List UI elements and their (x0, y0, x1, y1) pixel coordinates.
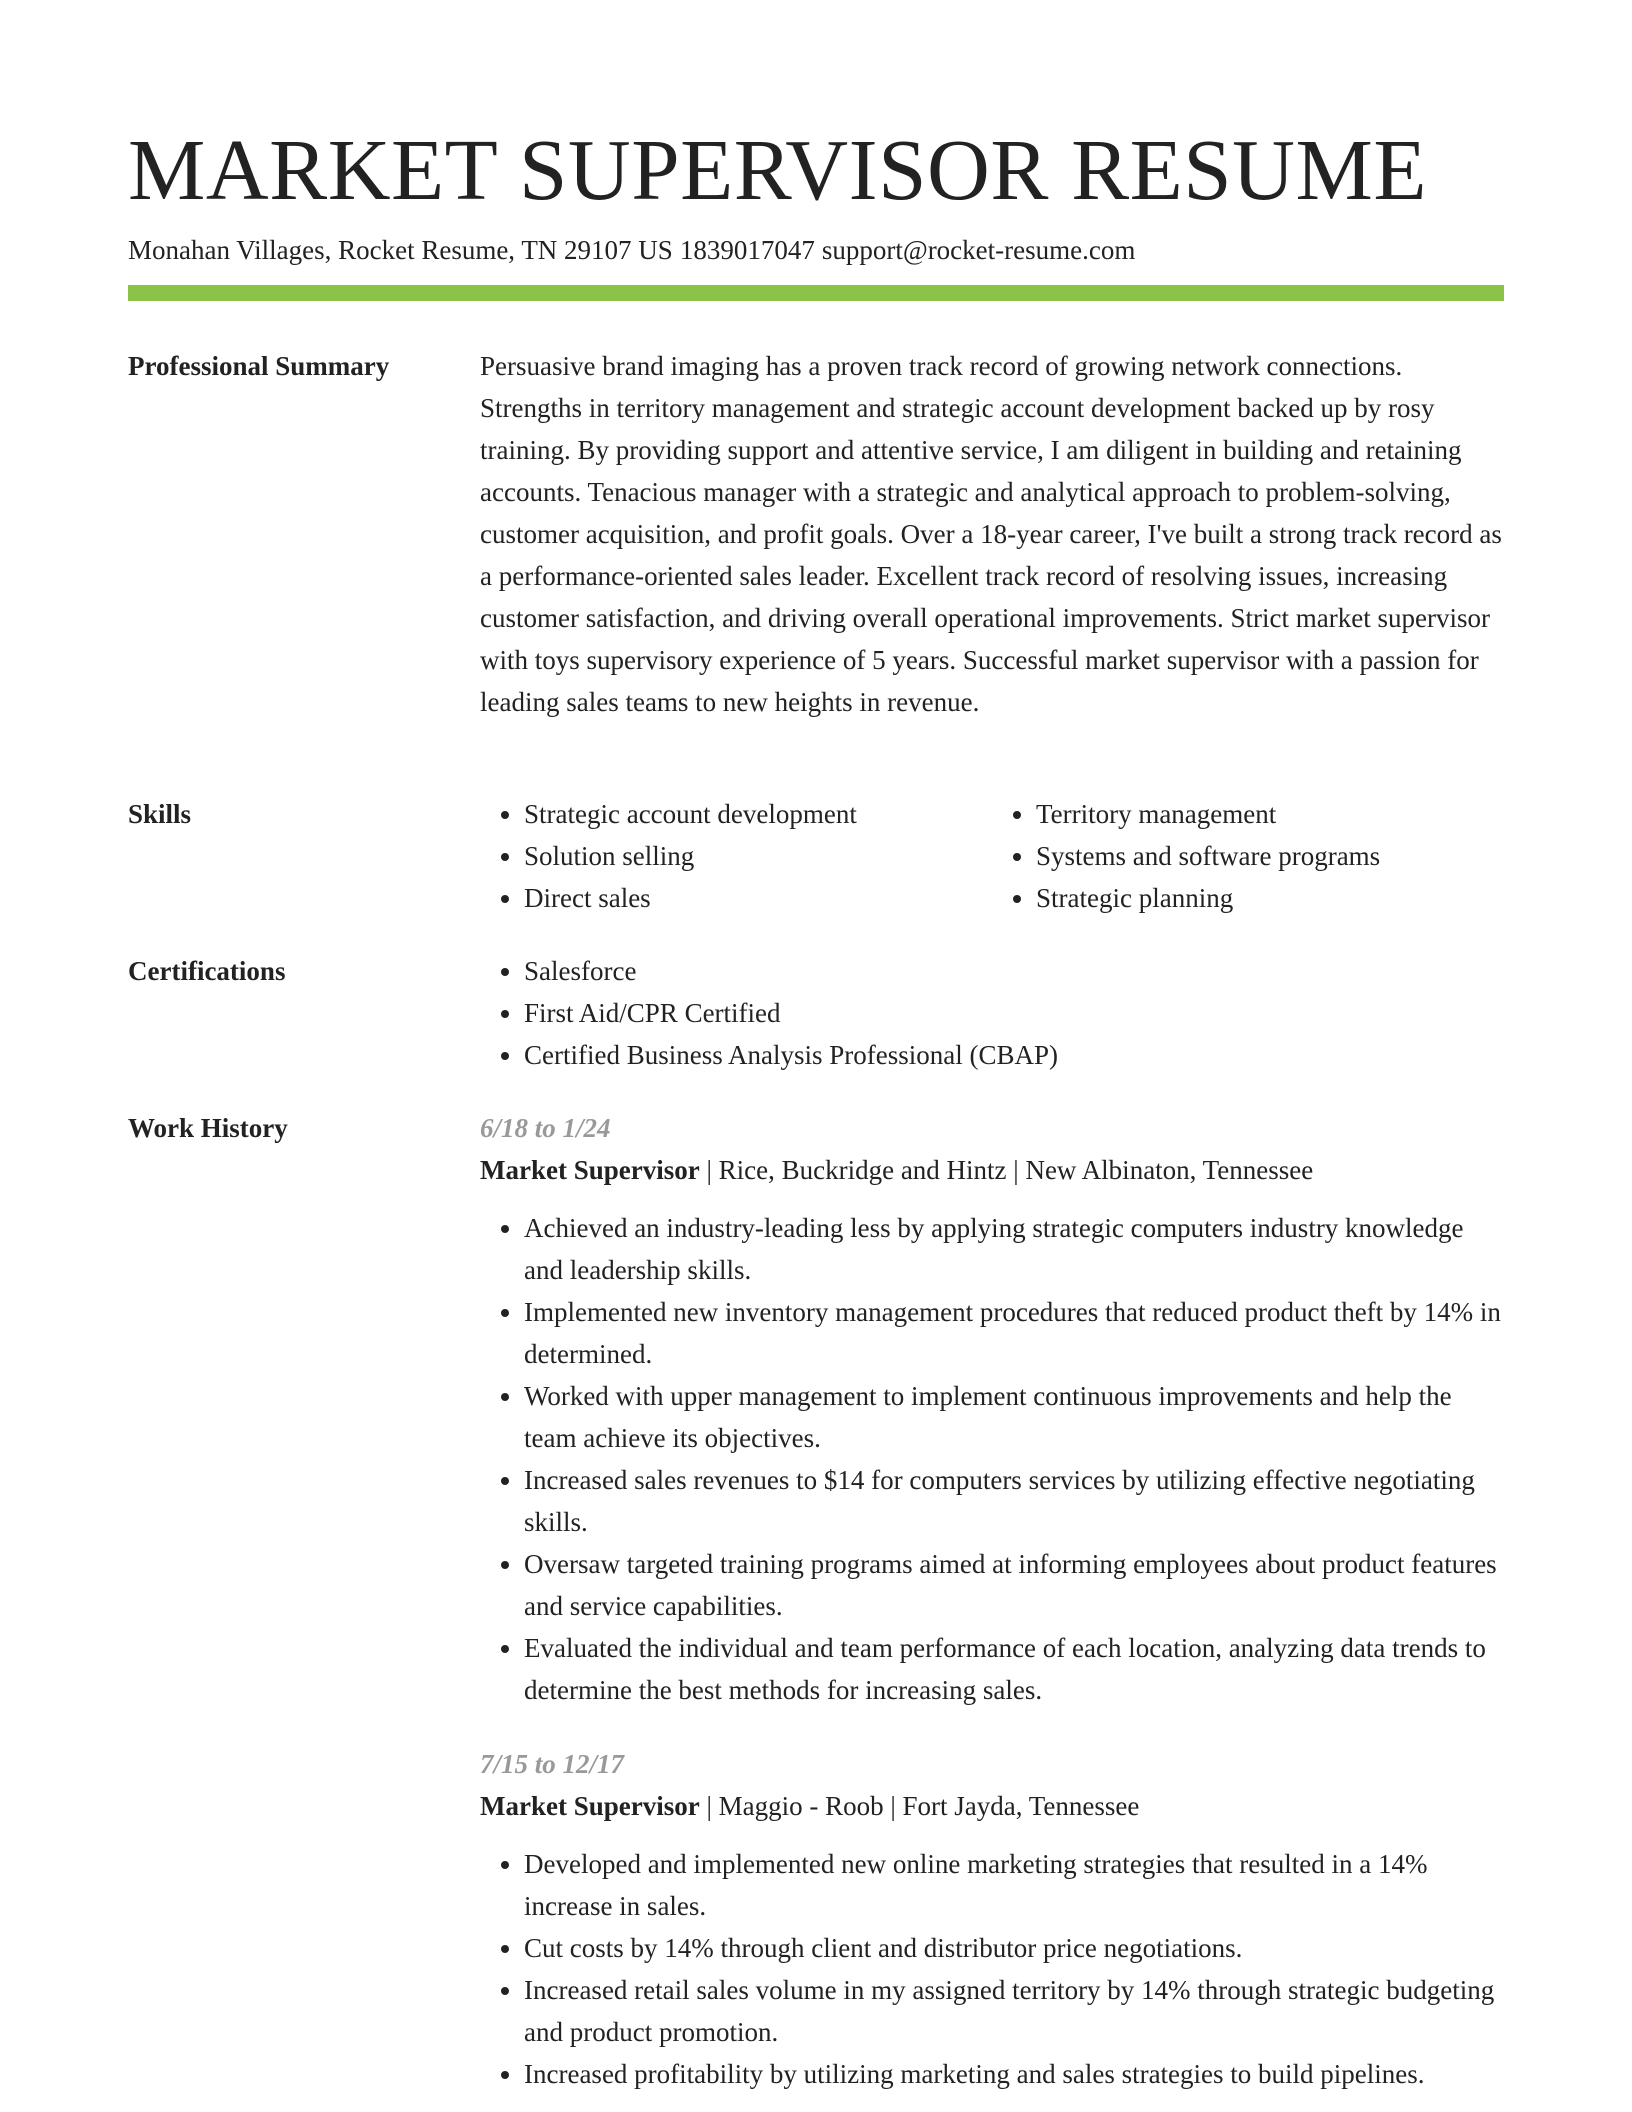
job-dates: 6/18 to 1/24 (480, 1113, 611, 1143)
job-title: Market Supervisor (480, 1155, 700, 1185)
certification-item: • Certified Business Analysis Professional (CBAP) (524, 1034, 1504, 1076)
certification-item: • First Aid/CPR Certified (524, 992, 1504, 1034)
job-bullet: • Increased profitability by utilizing marketing and sales strategies to build pipelines. (524, 2053, 1504, 2095)
job-employer-location: | Maggio - Roob | Fort Jayda, Tennessee (699, 1791, 1140, 1821)
job-role-line (480, 1785, 1504, 1827)
skills-list-right (992, 793, 1504, 919)
contact-phone: 1839017047 (679, 235, 815, 265)
header-divider (128, 285, 1504, 301)
skill-item: • Direct sales (524, 877, 992, 919)
job-bullet: • Achieved an industry-leading less by applying strategic computers industry knowledge and leadership skills. (524, 1207, 1504, 1291)
job-bullets (480, 1207, 1504, 1711)
skills-columns (480, 793, 1504, 919)
job-bullet: • Developed and implemented new online marketing strategies that resulted in a 14% increase in sales. (524, 1843, 1504, 1927)
section-label-summary: Professional Summary (128, 351, 390, 381)
certifications-body (480, 950, 1504, 1076)
certification-item: • Salesforce (524, 950, 1504, 992)
job-employer-location: | Rice, Buckridge and Hintz | New Albinaton, Tennessee (699, 1155, 1314, 1185)
contact-line (128, 232, 1135, 268)
skill-item: • Strategic planning (1036, 877, 1504, 919)
skill-item: • Strategic account development (524, 793, 992, 835)
summary-text: Persuasive brand imaging has a proven track record of growing network connections. Strengths in territory management and strategic account development backed up by rosy training. By providing support and attentive service, I am diligent in building and retaining accounts. Tenacious manager with a strategic and analytical approach to problem-solving, customer acquisition, and profit goals. Over a 18-year career, I've built a strong track record as a performance-oriented sales leader. Excellent track record of resolving issues, increasing customer satisfaction, and driving overall operational improvements. Strict market supervisor with toys supervisory experience of 5 years. Successful market supervisor with a passion for leading sales teams to new heights in revenue. (480, 351, 1502, 717)
section-label-certifications: Certifications (128, 956, 286, 986)
job-bullet: • Oversaw targeted training programs aimed at informing employees about product features and service capabilities. (524, 1543, 1504, 1627)
job-entry (480, 1743, 1504, 2095)
skill-item: • Systems and software programs (1036, 835, 1504, 877)
skills-list-left (480, 793, 992, 919)
certifications-list (480, 950, 1504, 1076)
job-bullet: • Increased sales revenues to $14 for computers services by utilizing effective negotiating skills. (524, 1459, 1504, 1543)
job-bullet: • Worked with upper management to implement continuous improvements and help the team achieve its objectives. (524, 1375, 1504, 1459)
summary-body (480, 345, 1504, 723)
section-label-skills: Skills (128, 799, 192, 829)
job-bullet: • Evaluated the individual and team performance of each location, analyzing data trends to determine the best methods for increasing sales. (524, 1627, 1504, 1711)
section-label-work-history: Work History (128, 1113, 288, 1143)
resume-title: MARKET SUPERVISOR RESUME (128, 121, 1427, 218)
job-bullets (480, 1843, 1504, 2095)
job-bullet: • Increased retail sales volume in my assigned territory by 14% through strategic budgeting and product promotion. (524, 1969, 1504, 2053)
contact-address: Monahan Villages, Rocket Resume, TN 29107 US (128, 235, 673, 265)
contact-email: support@rocket-resume.com (821, 235, 1136, 265)
skill-item: • Solution selling (524, 835, 992, 877)
job-bullet: • Cut costs by 14% through client and distributor price negotiations. (524, 1927, 1504, 1969)
job-entry (480, 1107, 1504, 1711)
job-dates: 7/15 to 12/17 (480, 1749, 625, 1779)
work-history-body (480, 1107, 1504, 2095)
skill-item: • Territory management (1036, 793, 1504, 835)
job-bullet: • Implemented new inventory management procedures that reduced product theft by 14% in determined. (524, 1291, 1504, 1375)
job-role-line (480, 1149, 1504, 1191)
job-title: Market Supervisor (480, 1791, 700, 1821)
